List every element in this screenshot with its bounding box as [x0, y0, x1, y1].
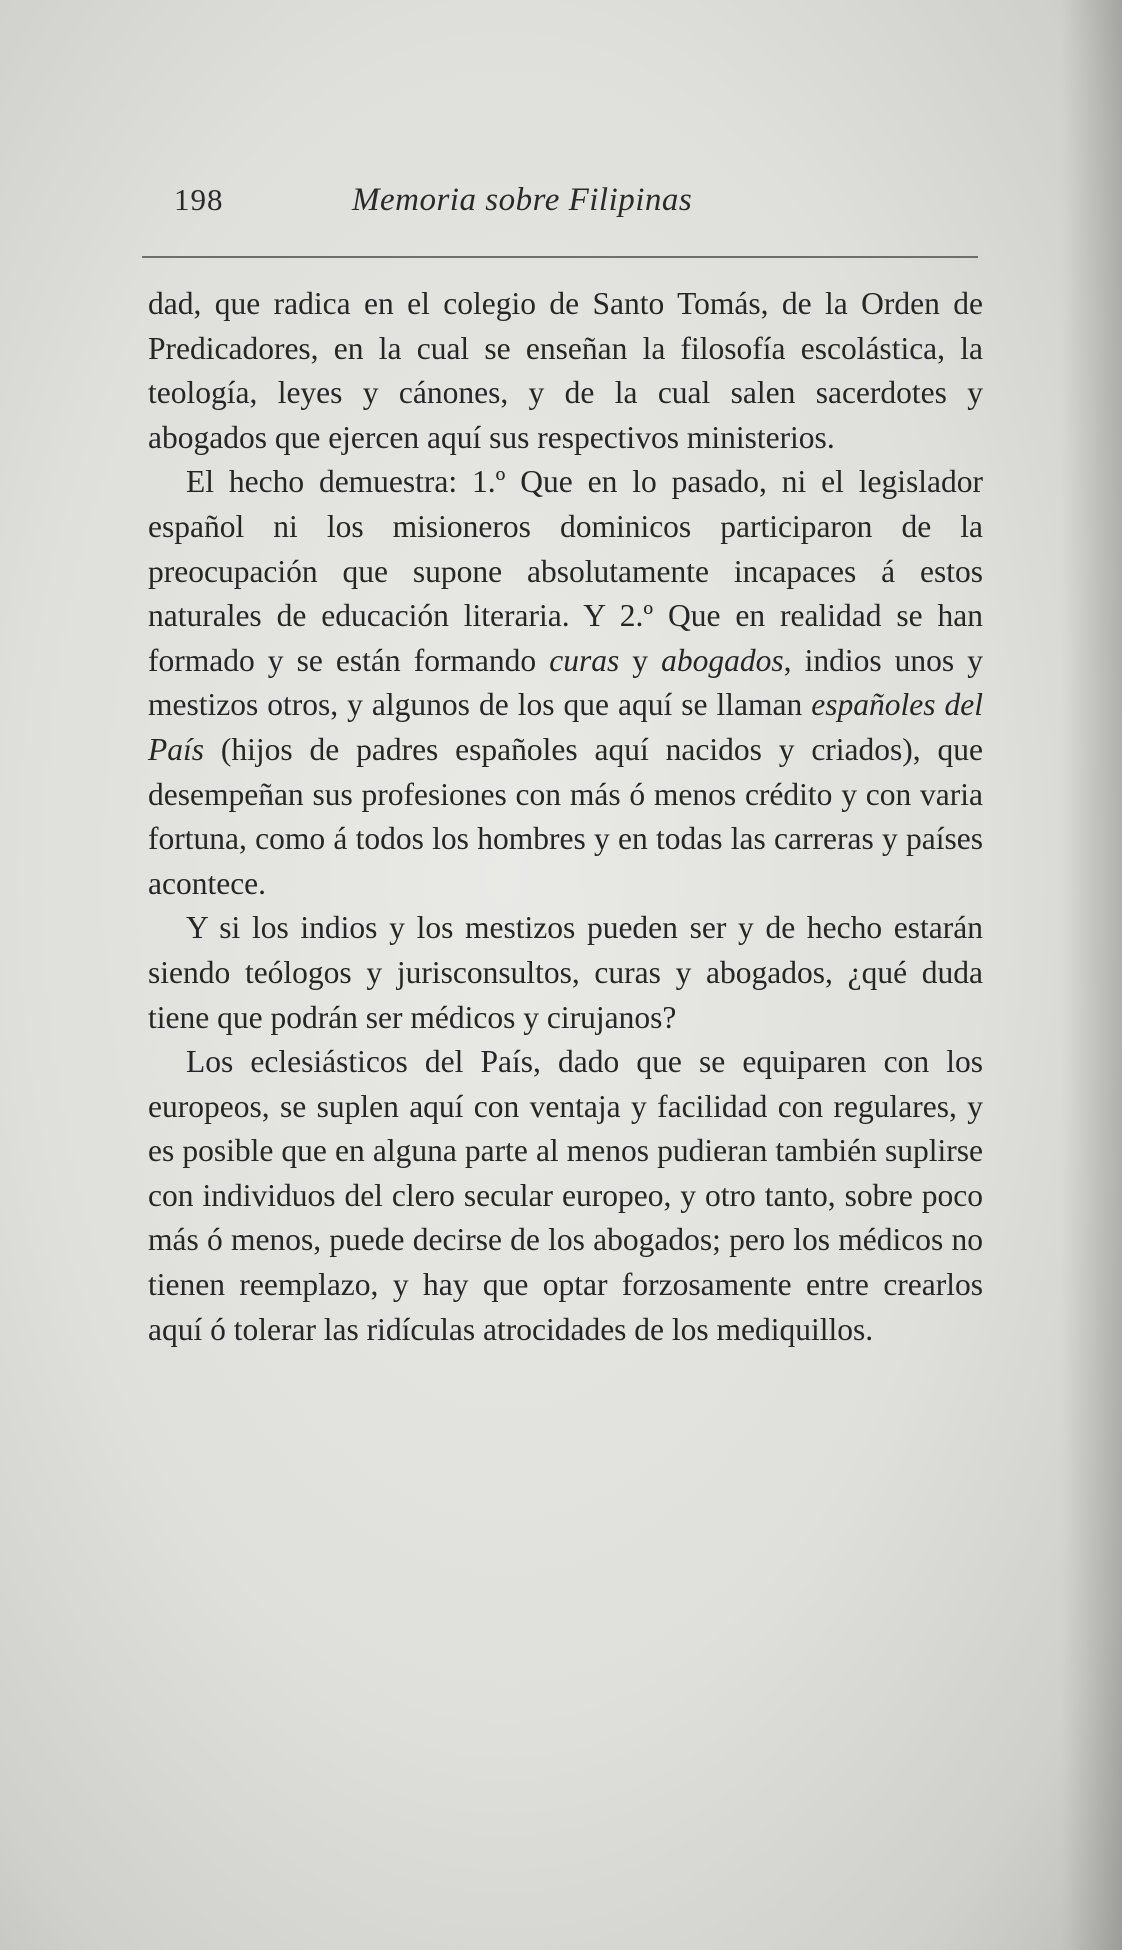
italic-term: abogados	[661, 642, 784, 678]
italic-term: curas	[549, 642, 620, 678]
page-number: 198	[174, 182, 224, 217]
paragraph-eclesiasticos: Los eclesiásticos del País, dado que se equiparen con los europeos, se suplen aquí con ventaja y facilidad con regulares, y es posible que en alguna parte al menos pudieran también suplirse con individuos del clero secular europeo, y otro tanto, sobre poco más ó menos, puede decirse de los abogados; pero los médicos no tienen reemplazo, y hay que optar forzosamente entre crearlos aquí ó tolerar las ridículas atrocidades de los mediquillos.	[148, 1044, 983, 1347]
header-rule	[142, 256, 978, 258]
paragraph-text: , indios unos y mestizos otros, y algunos de los que aquí se llaman	[148, 642, 983, 723]
body-text	[148, 282, 983, 1352]
paragraph-text: (hijos de padres españoles aquí nacidos y criados), que desempeñan sus profesiones con más ó menos crédito y con varia fortuna, como á todos los hombres y en todas las carreras y países acontece.	[148, 731, 983, 901]
paragraph-text: y	[619, 642, 662, 678]
page-shadow	[1062, 0, 1122, 1950]
running-title: Memoria sobre Filipinas	[352, 182, 693, 218]
paragraph-text: El hecho demuestra: 1.º Que en lo pasado, ni el legislador español ni los misioneros dominicos participaron de la preocupación que supone absolutamente incapaces á estos naturales de educación literaria. Y 2.º Que en realidad se han formado y se están formando	[148, 464, 983, 678]
page-header	[142, 176, 977, 236]
italic-term: españoles del País	[148, 687, 984, 767]
paragraph-continuation: dad, que radica en el colegio de Santo Tomás, de la Orden de Predicadores, en la cual se enseñan la filosofía escolástica, la teología, leyes y cánones, y de la cual salen sacerdotes y abogados que ejercen aquí sus respectivos ministerios.	[148, 286, 983, 455]
paragraph-indios: Y si los indios y los mestizos pueden ser y de hecho estarán siendo teólogos y jurisconsultos, curas y abogados, ¿qué duda tiene que podrán ser médicos y cirujanos?	[148, 910, 983, 1035]
paragraph-hecho	[148, 460, 983, 906]
